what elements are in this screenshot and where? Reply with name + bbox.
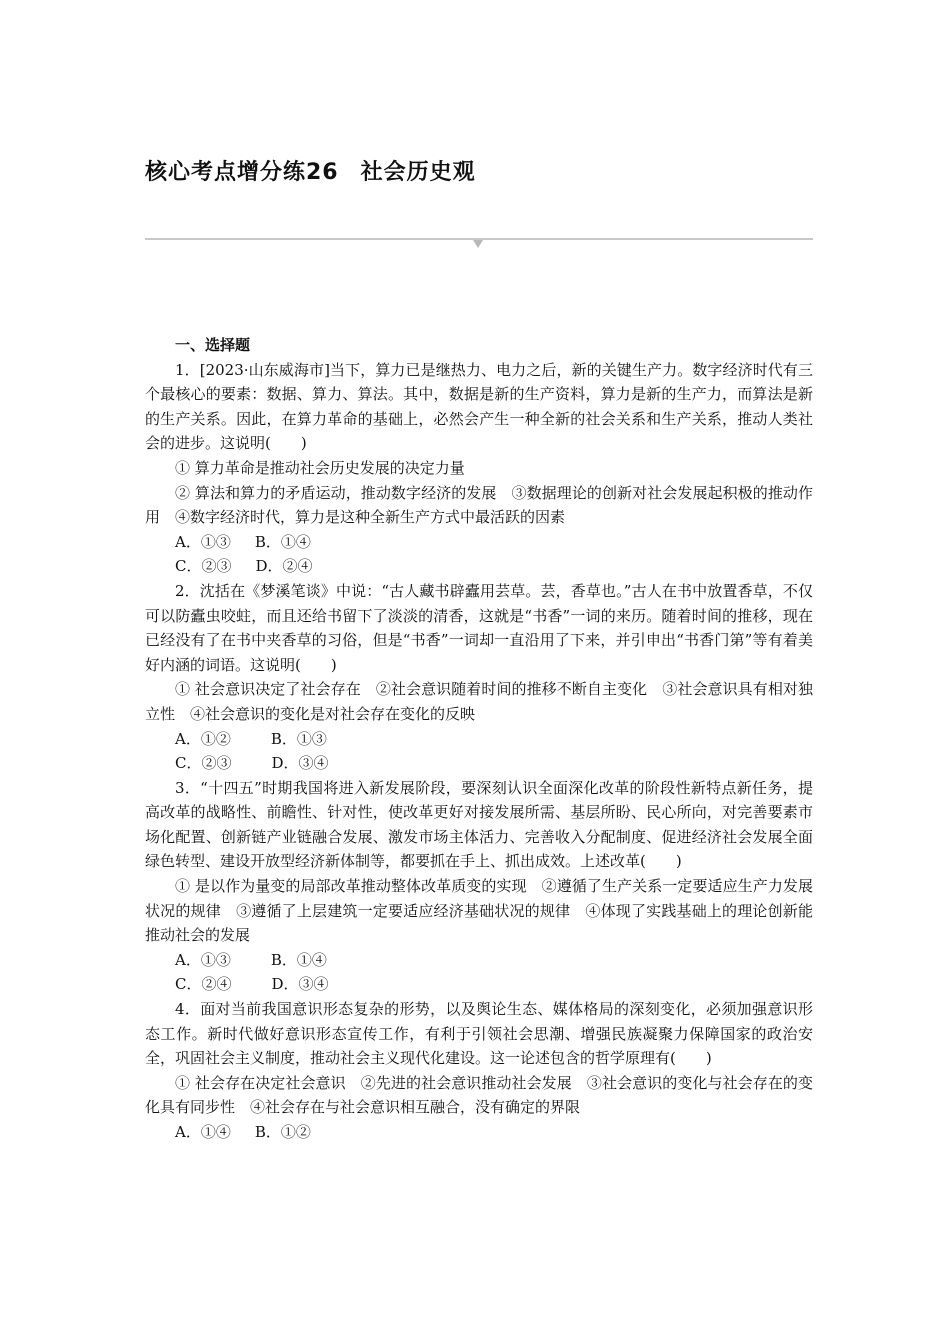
title-topic: 社会历史观 [360, 160, 476, 185]
question-stem: 4．面对当前我国意识形态复杂的形势，以及舆论生态、媒体格局的深刻变化，必须加强意识形态工作。新时代做好意识形态宣传工作，有利于引领社会思潮、增强民族凝聚力保障国家的政治安全，巩固社会主义制度，推动社会主义现代化建设。这一论述包含的哲学原理有( ) [145, 1000, 813, 1068]
option-b[interactable]: B．①④ [270, 950, 327, 969]
answer-options [145, 554, 813, 579]
question-statement: ① 社会存在决定社会意识 ②先进的社会意识推动社会发展 ③社会意识的变化与社会存在的变化具有同步性 ④社会存在与社会意识相互融合，没有确定的界限 [145, 1073, 813, 1117]
option-a[interactable]: A．①④ [175, 1123, 231, 1141]
answer-options [145, 751, 813, 776]
option-a[interactable]: A．①② [175, 729, 231, 748]
answer-options [145, 948, 813, 973]
question-stem: 1．[2023·山东威海市]当下，算力已是继热力、电力之后，新的关键生产力。数字经济时代有三个最核心的要素：数据、算力、算法。其中，数据是新的生产资料，算力是新的生产力，而算法是新的生产关系。因此，在算力革命的基础上，必然会产生一种全新的社会关系和生产关系，推动人类社会的进步。这说明( ) [145, 360, 813, 453]
option-b[interactable]: B．①③ [270, 729, 327, 748]
option-d[interactable]: D．③④ [271, 754, 329, 773]
option-a[interactable]: A．①③ [175, 532, 231, 551]
answer-options [145, 530, 813, 555]
divider-triangle-icon [473, 240, 483, 248]
question-list [145, 333, 813, 1145]
option-c[interactable]: C．②③ [175, 557, 232, 576]
title-main: 核心考点增分练26 [145, 160, 339, 185]
option-d[interactable]: D．②④ [255, 557, 313, 576]
question-statement: ① 是以作为量变的局部改革推动整体改革质变的实现 ②遵循了生产关系一定要适应生产力发展状况的规律 ③遵循了上层建筑一定要适应经济基础状况的规律 ④体现了实践基础上的理论创新能推动社会的发展 [145, 877, 813, 945]
section-heading: 一、选择题 [175, 336, 251, 354]
question-statement: ① 算力革命是推动社会历史发展的决定力量 [175, 458, 465, 477]
question-stem: 3．“十四五”时期我国将进入新发展阶段，要深刻认识全面深化改革的阶段性新特点新任务，提高改革的战略性、前瞻性、针对性，使改革更好对接发展所需、基层所盼、民心所向，对完善要素市场化配置、创新链产业链融合发展、激发市场主体活力、完善收入分配制度、促进经济社会发展全面绿色转型、建设开放型经济新体制等，都要抓在手上、抓出成效。上述改革( ) [145, 778, 813, 871]
question-statement: ② 算法和算力的矛盾运动，推动数字经济的发展 ③数据理论的创新对社会发展起积极的推动作用 ④数字经济时代，算力是这种全新生产方式中最活跃的因素 [145, 483, 813, 527]
option-b[interactable]: B．①② [254, 1123, 311, 1141]
option-d[interactable]: D．③④ [271, 975, 329, 994]
question-statement: ① 社会意识决定了社会存在 ②社会意识随着时间的推移不断自主变化 ③社会意识具有相对独立性 ④社会意识的变化是对社会存在变化的反映 [145, 680, 813, 723]
option-c[interactable]: C．②③ [175, 754, 232, 773]
answer-options [145, 1120, 813, 1145]
page-title [145, 155, 476, 186]
option-b[interactable]: B．①④ [254, 532, 311, 551]
answer-options [145, 727, 813, 752]
question-stem: 2．沈括在《梦溪笔谈》中说：“古人藏书辟蠹用芸草。芸，香草也。”古人在书中放置香草，不仅可以防蠹虫咬蛀，而且还给书留下了淡淡的清香，这就是“书香”一词的来历。随着时间的推移，现在已经没有了在书中夹香草的习俗，但是“书香”一词却一直沿用了下来，并引申出“书香门第”等有着美好内涵的词语。这说明( ) [145, 581, 813, 674]
option-c[interactable]: C．②④ [175, 975, 232, 994]
answer-options [145, 972, 813, 997]
option-a[interactable]: A．①③ [175, 950, 231, 969]
